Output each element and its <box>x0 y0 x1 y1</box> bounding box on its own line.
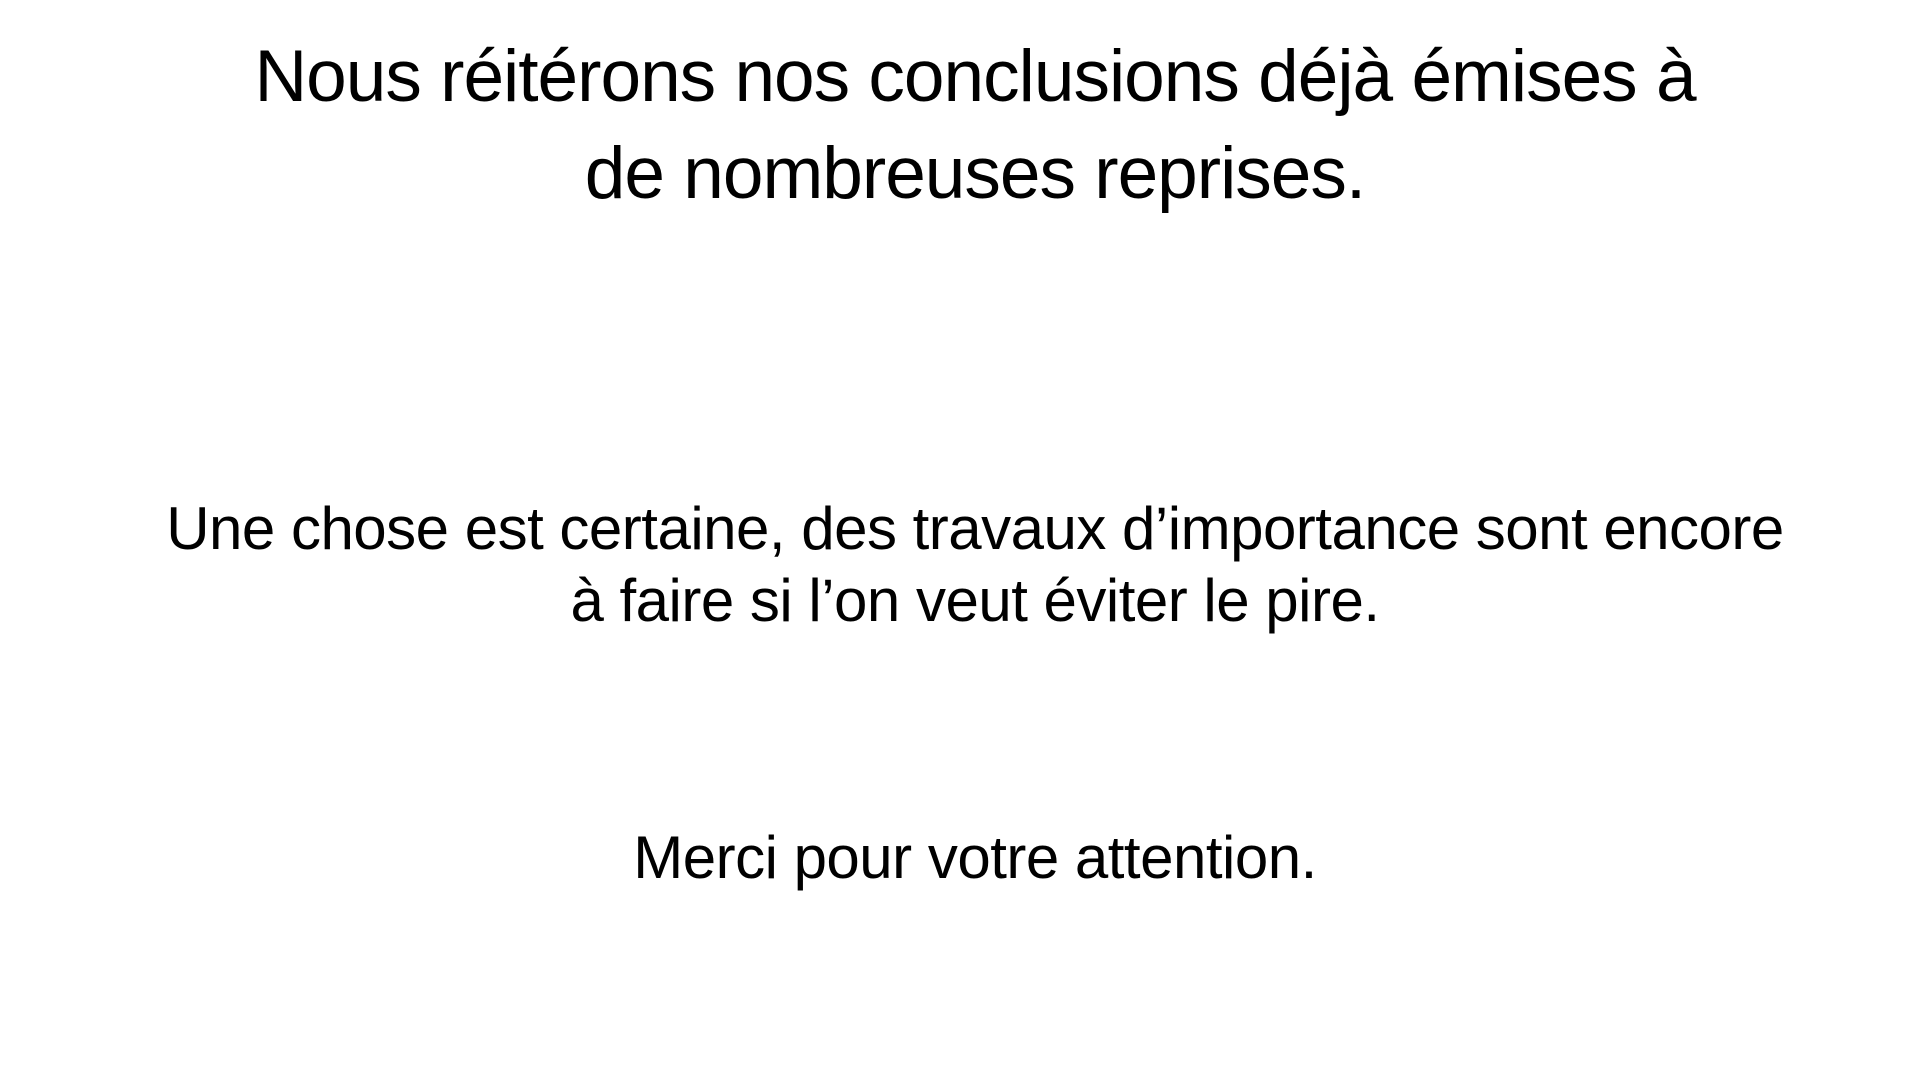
slide-body-line-1: Une chose est certaine, des travaux d’importance sont encore <box>166 495 1784 562</box>
slide-title-line-2: de nombreuses reprises. <box>584 133 1366 214</box>
slide-body-line-2: à faire si l’on veut éviter le pire. <box>570 567 1380 634</box>
slide-title <box>30 28 1920 222</box>
slide-closing-text: Merci pour votre attention. <box>633 824 1317 891</box>
slide-closing-line <box>30 822 1920 894</box>
slide-body-paragraph <box>30 493 1920 637</box>
slide-title-line-1: Nous réitérons nos conclusions déjà émises à <box>254 36 1696 117</box>
